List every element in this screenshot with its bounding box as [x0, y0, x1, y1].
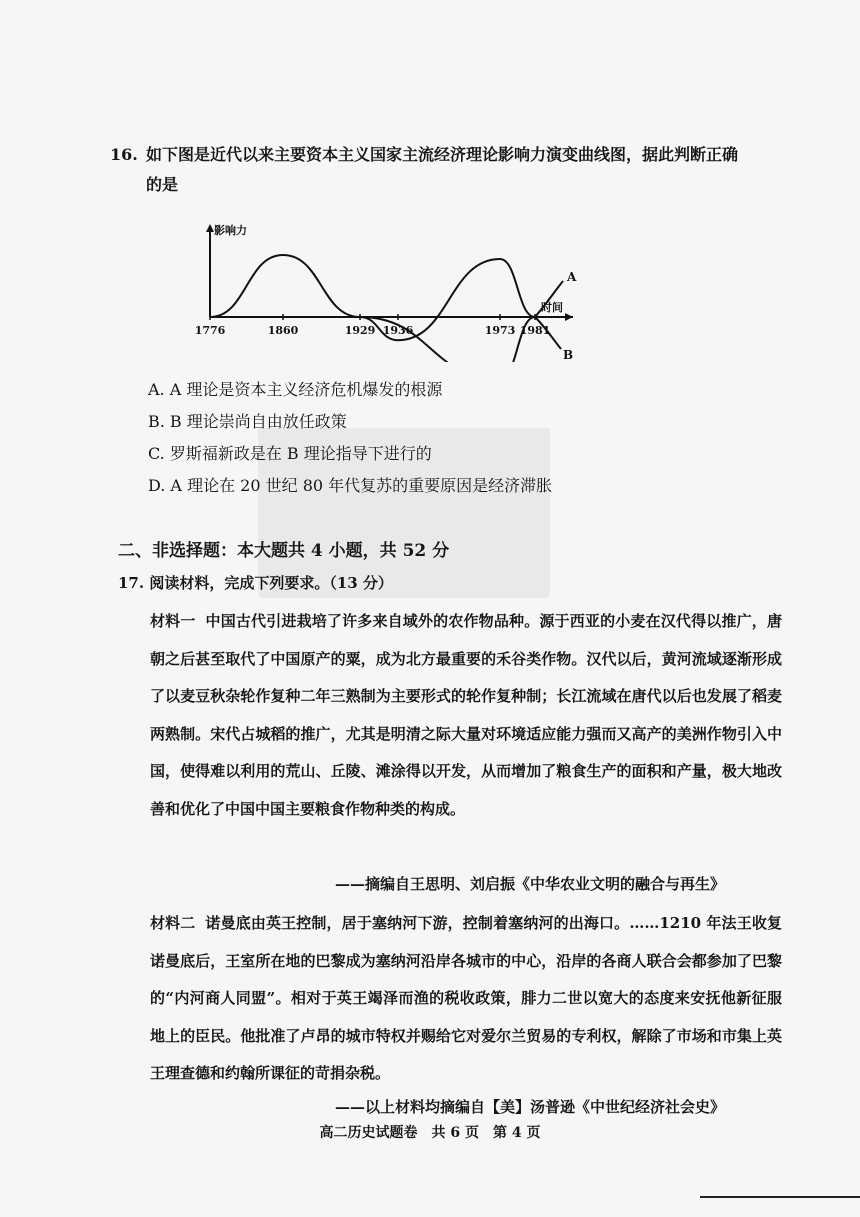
- option-b[interactable]: B. B 理论崇尚自由放任政策: [148, 412, 347, 431]
- y-axis-arrow: [206, 224, 214, 232]
- question-17-stem: 17. 阅读材料，完成下列要求。（13 分）: [118, 574, 393, 592]
- x-axis-label: 时间: [541, 301, 563, 314]
- scan-edge-line: [700, 1196, 860, 1198]
- material-1: [116, 603, 782, 829]
- question-16-stem: [110, 140, 750, 200]
- section-2-title: 二、非选择题：本大题共 4 小题，共 52 分: [118, 541, 450, 561]
- material-2-text: 诺曼底由英王控制，居于塞纳河下游，控制着塞纳河的出海口。……1210 年法王收复诺曼底后，王室所在地的巴黎成为塞纳河沿岸各城市的中心，沿岸的各商人联合会都参加了巴黎的“内河商人同盟”。相对于英王竭泽而渔的税收政策，腓力二世以宽大的态度来安抚他新征服地上的臣民。他批准了卢昂的城市特权并赐给它对爱尔兰贸易的专利权，解除了市场和市集上英王理查德和约翰所课征的苛捐杂税。: [150, 914, 782, 1083]
- x-tick-label: 1776: [195, 324, 226, 337]
- page-footer: 高二历史试题卷 共 6 页 第 4 页: [319, 1125, 541, 1141]
- x-tick-label: 1929: [344, 324, 376, 337]
- series-a-line: [210, 255, 535, 362]
- option-d[interactable]: D. A 理论在 20 世纪 80 年代复苏的重要原因是经济滞胀: [148, 476, 553, 495]
- y-axis-label: 影响力: [214, 224, 247, 237]
- series-a-label: A: [567, 270, 577, 284]
- material-2: [116, 905, 782, 1093]
- option-a[interactable]: A. A 理论是资本主义经济危机爆发的根源: [148, 380, 443, 399]
- x-tick-label: 1936: [382, 324, 414, 337]
- x-tick-label: 1860: [267, 324, 299, 337]
- question-number: 16.: [110, 145, 138, 164]
- material-1-label: 材料一: [150, 612, 196, 630]
- material-2-source: ——以上材料均摘编自【美】汤普逊《中世纪经济社会史》: [334, 1098, 725, 1116]
- option-c[interactable]: C. 罗斯福新政是在 B 理论指导下进行的: [148, 444, 432, 463]
- series-b-label: B: [563, 348, 574, 362]
- material-2-label: 材料二: [150, 914, 196, 932]
- x-axis-arrow: [565, 313, 573, 321]
- material-1-text: 中国古代引进栽培了许多来自域外的农作物品种。源于西亚的小麦在汉代得以推广，唐朝之后甚至取代了中国原产的粟，成为北方最重要的禾谷类作物。汉代以后，黄河流域逐渐形成了以麦豆秋杂轮作复种二年三熟制为主要形式的轮作复种制；长江流域在唐代以后也发展了稻麦两熟制。宋代占城稻的推广，尤其是明清之际大量对环境适应能力强而又高产的美洲作物引入中国，使得难以利用的荒山、丘陵、滩涂得以开发，从而增加了粮食生产的面积和产量，极大地改善和优化了中国中国主要粮食作物种类的构成。: [150, 612, 782, 818]
- x-tick-label: 1973: [484, 324, 516, 337]
- x-tick-label: 1981: [519, 324, 551, 337]
- question-text: 如下图是近代以来主要资本主义国家主流经济理论影响力演变曲线图，据此判断正确的是: [146, 145, 739, 194]
- material-1-source: ——摘编自王思明、刘启振《中华农业文明的融合与再生》: [334, 875, 725, 893]
- influence-curve-chart: [195, 222, 595, 362]
- question-16-options: [148, 374, 708, 502]
